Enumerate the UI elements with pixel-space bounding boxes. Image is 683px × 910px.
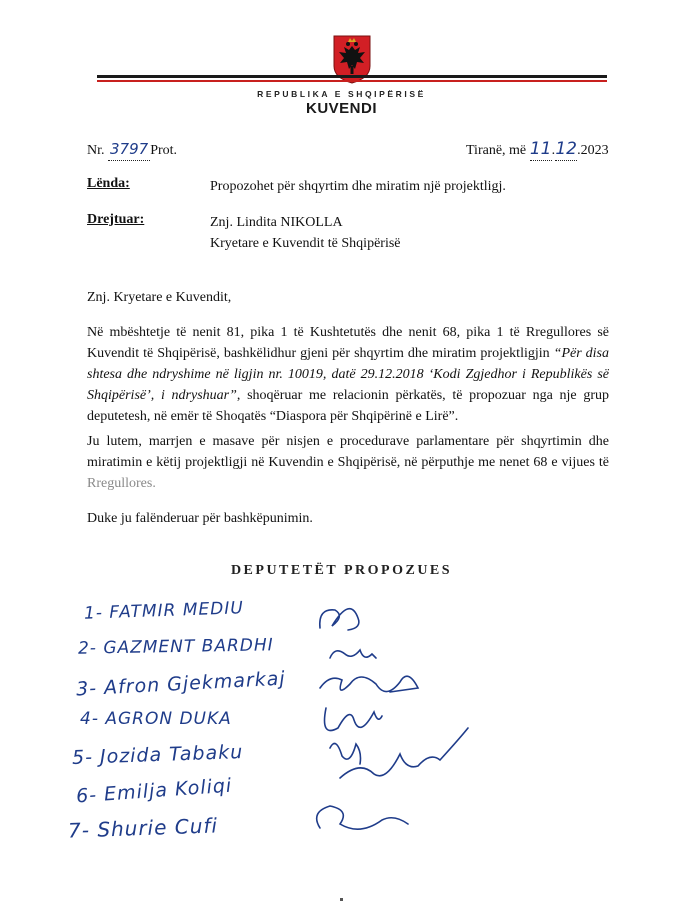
reference-date: Tiranë, më 11.12.2023 bbox=[466, 139, 609, 159]
date-month: 12 bbox=[555, 139, 577, 159]
salutation: Znj. Kryetare e Kuvendit, bbox=[87, 290, 232, 305]
page-mark bbox=[340, 898, 343, 901]
header-rule-red bbox=[97, 80, 607, 82]
signature-7 bbox=[317, 806, 408, 829]
place-prefix: Tiranë, më bbox=[466, 143, 527, 158]
signatures-drawing bbox=[290, 588, 480, 858]
signatory-name: 5- Jozida Tabaku bbox=[71, 741, 244, 769]
paragraph-2 bbox=[87, 431, 609, 494]
institution-heading: KUVENDI bbox=[305, 100, 377, 117]
subject-text: Propozohet për shqyrtim dhe miratim një projektligj. bbox=[210, 179, 506, 194]
signature-1 bbox=[320, 609, 359, 630]
signatory-name: 1- FATMIR MEDIU bbox=[83, 598, 245, 624]
prot-label: Prot. bbox=[150, 143, 178, 158]
signatory-name: 2- GAZMENT BARDHI bbox=[77, 635, 274, 659]
header-rule-black bbox=[97, 75, 607, 78]
law-title: “Për disa shtesa dhe ndryshime në ligjin nr. 10019, datë 29.12.2018 ‘Kodi Zgjedhor i Republikës së Shqipërisë’, i ndryshuar” bbox=[87, 346, 610, 403]
signature-5 bbox=[330, 744, 361, 765]
subject-label: Lënda: bbox=[87, 176, 130, 191]
signature-2 bbox=[330, 650, 376, 658]
signatory-name: 3- Afron Gjekmarkaj bbox=[75, 667, 287, 701]
signature-4 bbox=[325, 708, 383, 731]
date-day: 11 bbox=[529, 139, 552, 159]
addressee-title: Kryetare e Kuvendit të Shqipërisë bbox=[210, 236, 401, 251]
signature-3 bbox=[320, 676, 418, 692]
date-year: .2023 bbox=[577, 143, 609, 158]
paragraph-2-faded: Rregullores. bbox=[87, 476, 156, 491]
addressee-label: Drejtuar: bbox=[87, 212, 145, 227]
reference-number bbox=[87, 139, 177, 161]
addressee-name: Znj. Lindita NIKOLLA bbox=[210, 215, 343, 230]
nr-value: 3797 bbox=[108, 139, 150, 161]
republic-heading: REPUBLIKA E SHQIPËRISË bbox=[257, 89, 426, 99]
signatories-title: DEPUTETËT PROPOZUES bbox=[230, 563, 453, 578]
closing: Duke ju falënderuar për bashkëpunimin. bbox=[87, 511, 313, 526]
paragraph-1-intro: Në mbështetje të nenit 81, pika 1 të Kushtetutës dhe nenit 68, pika 1 të Rregullores së Kuvendit të Shqipërisë, bashkëlidhur gjeni për shqyrtim dhe miratim projektligjin bbox=[87, 325, 609, 361]
signatory-name: 4- AGRON DUKA bbox=[80, 709, 232, 729]
paragraph-1 bbox=[87, 322, 609, 427]
paragraph-1-end: , shoqëruar me relacionin përkatës, të propozuar nga nje grup deputetesh, në emër të Shoqatës “Diaspora për Shqipërinë e Lirë”. bbox=[87, 388, 609, 424]
signatory-name: 7- Shurie Cufi bbox=[67, 813, 219, 843]
paragraph-2-text: Ju lutem, marrjen e masave për nisjen e procedurave parlamentare për shqyrtimin dhe miratimin e këtij projektligji në Kuvendin e Shqipërisë, në përputhje me nenet 68 e vijues të bbox=[87, 434, 609, 470]
nr-label: Nr. bbox=[87, 143, 105, 158]
signatory-name: 6- Emilja Koliqi bbox=[75, 774, 233, 808]
